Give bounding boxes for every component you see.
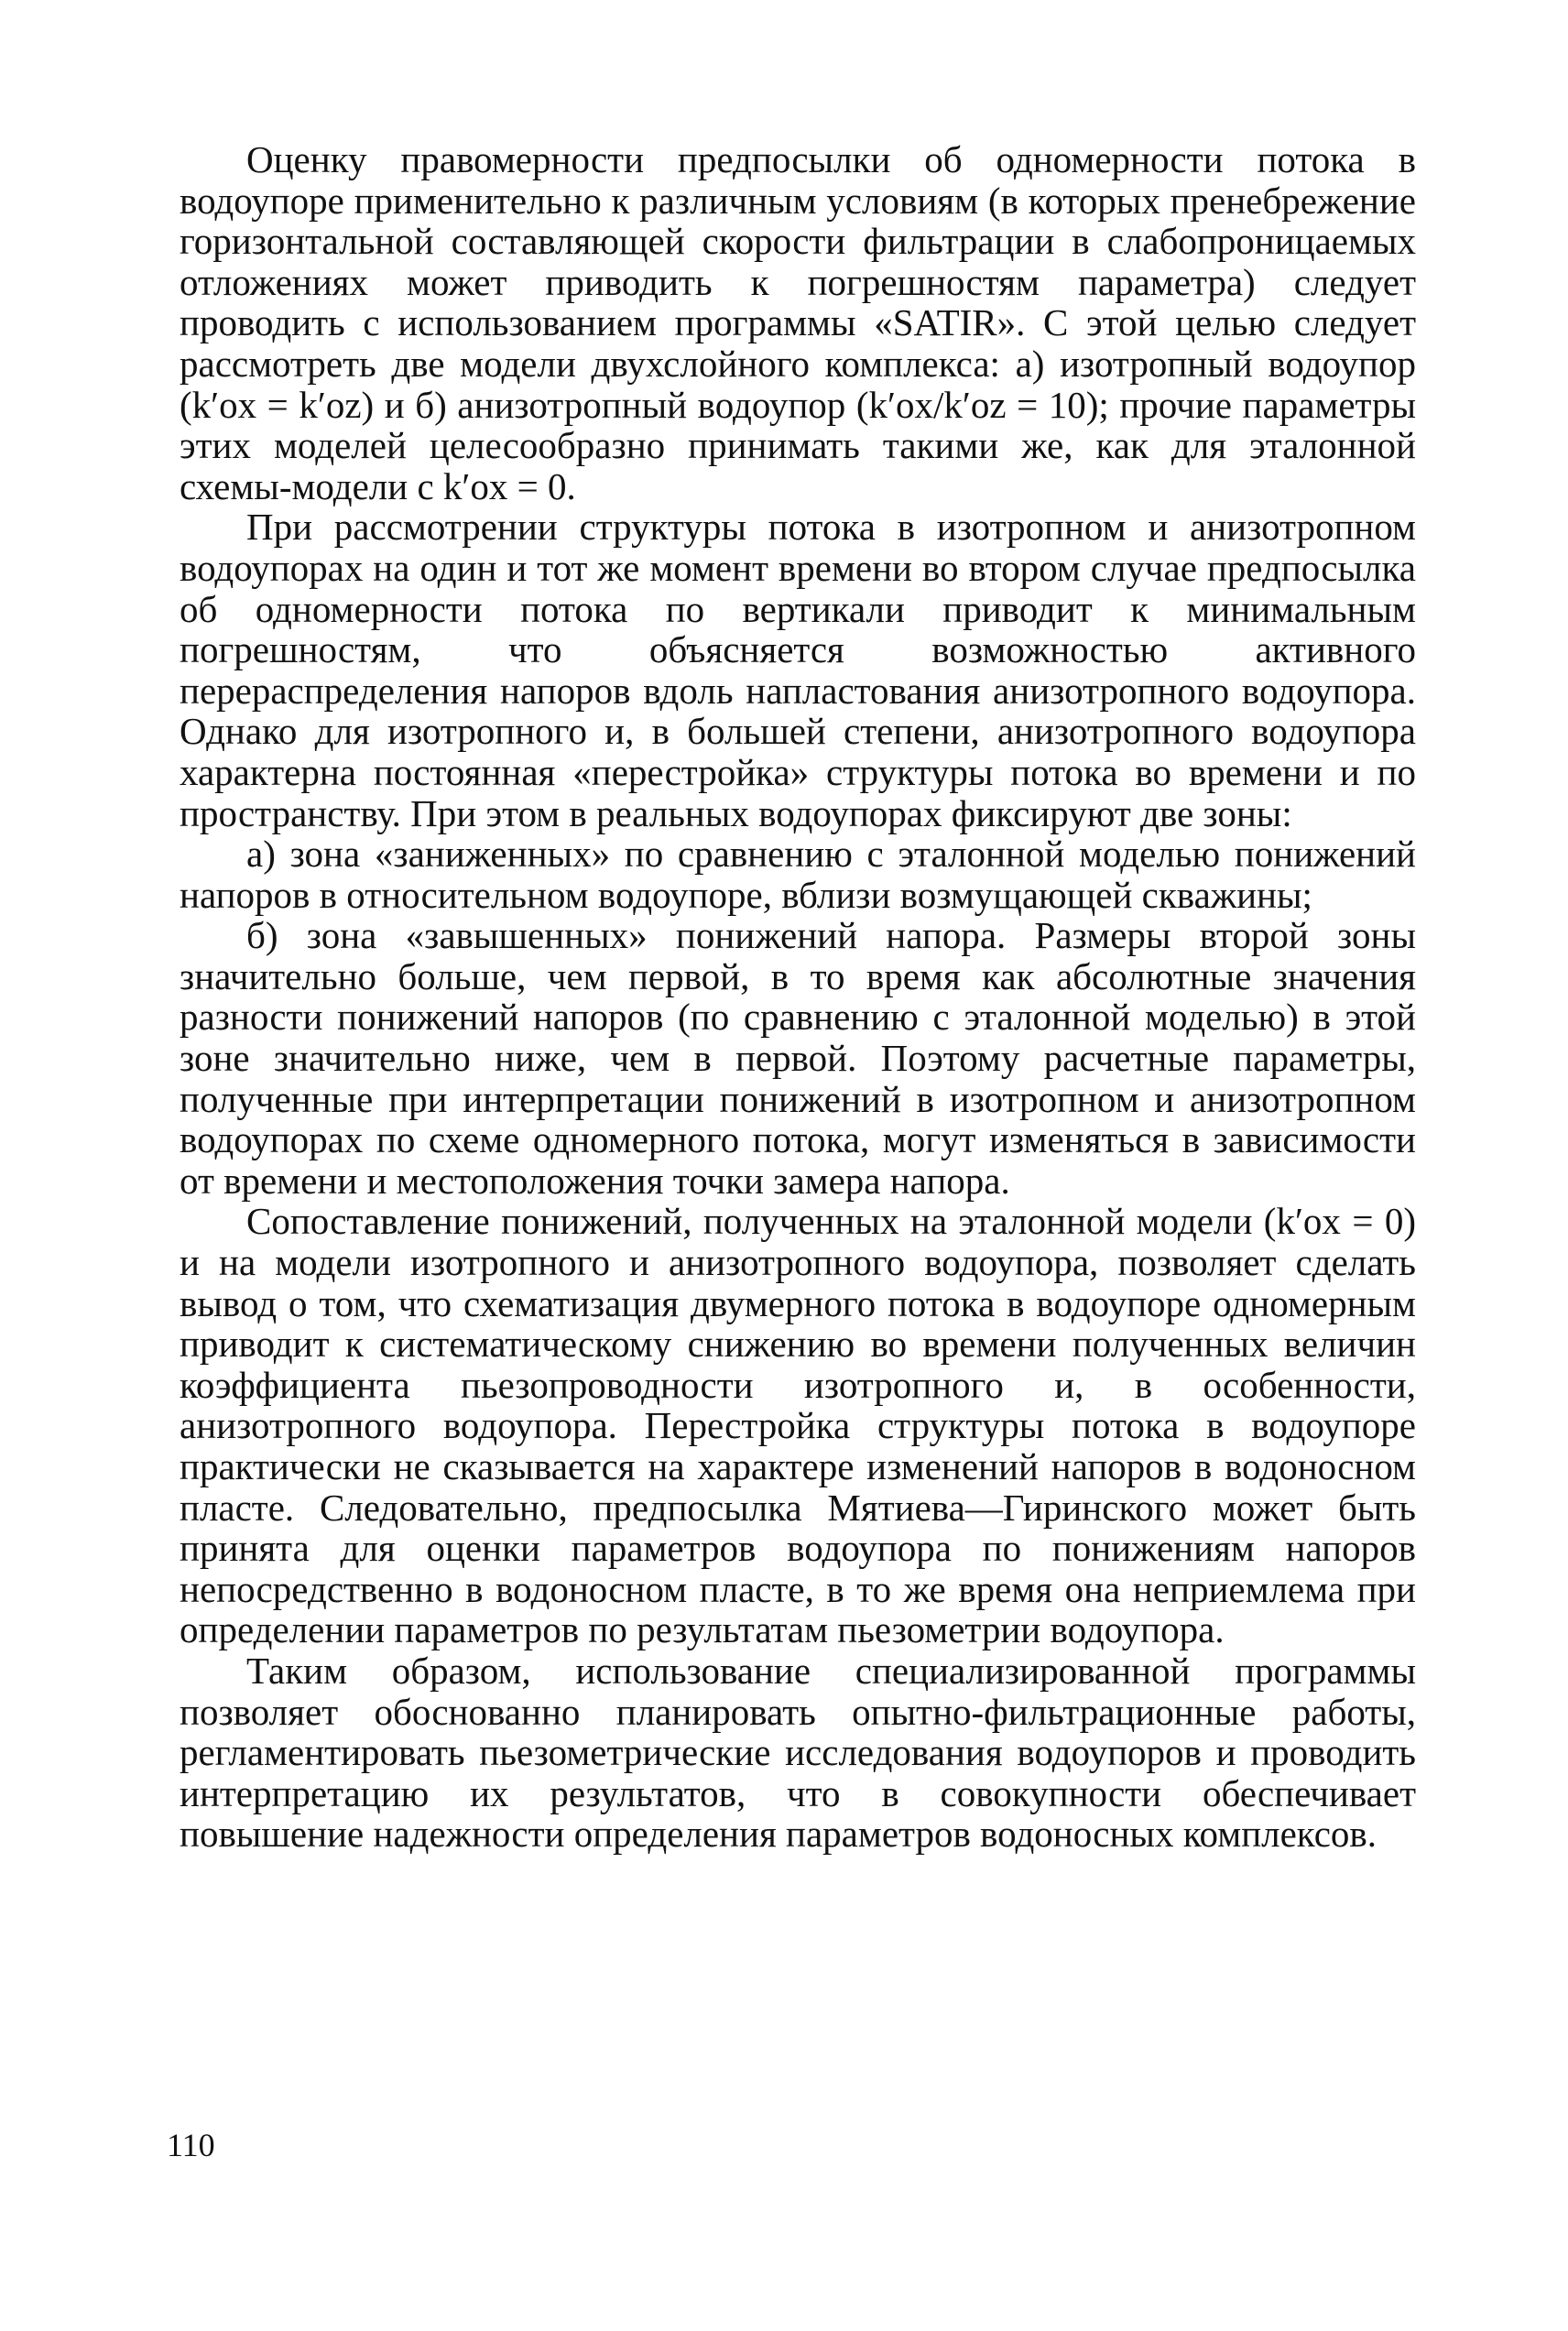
- paragraph-flow-structure: При рассмотрении структуры потока в изотропном и анизотропном водоупорах на один и тот же момент времени во втором случае предпосылка об одномерности потока по вертикали приводит к минимальным погрешностям, что объясняется возможностью активного перераспределения напоров вдоль напластования анизотропного водоупора. Однако для изотропного и, в большей степени, анизотропного водоупора характерна постоянная «перестройка» структуры потока во времени и по пространству. При этом в реальных водоупорах фиксируют две зоны:: [180, 506, 1416, 834]
- paragraph-comparison: Сопоставление понижений, полученных на эталонной модели (k′ox = 0) и на модели изотропного и анизотропного водоупора, позволяет сделать вывод о том, что схематизация двумерного потока в водоупоре одномерным приводит к систематическому снижению во времени полученных величин коэффициента пьезопроводности изотропного и, в особенности, анизотропного водоупора. Перестройка структуры потока в водоупоре практически не сказывается на характере изменений напоров в водоносном пласте. Следовательно, предпосылка Мятиева—Гиринского может быть принята для оценки параметров водоупора по понижениям напоров непосредственно в водоносном пласте, в то же время она неприемлема при определении параметров по результатам пьезометрии водоупора.: [180, 1200, 1416, 1651]
- page-number: 110: [167, 2127, 215, 2163]
- list-item-zone-b: б) зона «завышенных» понижений напора. Размеры второй зоны значительно больше, чем первой, в то время как абсолютные значения разности понижений напоров (по сравнению с эталонной моделью) в этой зоне значительно ниже, чем в первой. Поэтому расчетные параметры, полученные при интерпретации понижений в изотропном и анизотропном водоупорах по схеме одномерного потока, могут изменяться в зависимости от времени и местоположения точки замера напора.: [180, 914, 1416, 1202]
- list-item-zone-a: а) зона «заниженных» по сравнению с эталонной моделью понижений напоров в относительном водоупоре, вблизи возмущающей скважины;: [180, 833, 1416, 916]
- paragraph-satir-models: Оценку правомерности предпосылки об одномерности потока в водоупоре применительно к различным условиям (в которых пренебрежение горизонтальной составляющей скорости фильтрации в слабопроницаемых отложениях может приводить к погрешностям параметра) следует проводить с использованием программы «SATIR». С этой целью следует рассмотреть две модели двухслойного комплекса: а) изотропный водоупор (k′ox = k′oz) и б) анизотропный водоупор (k′ox/k′oz = 10); прочие параметры этих моделей целесообразно принимать такими же, как для эталонной схемы-модели с k′ox = 0.: [180, 138, 1416, 507]
- paragraph-conclusion: Таким образом, использование специализированной программы позволяет обоснованно планировать опытно-фильтрационные работы, регламентировать пьезометрические исследования водоупоров и проводить интерпретацию их результатов, что в совокупности обеспечивает повышение надежности определения параметров водоносных комплексов.: [180, 1649, 1416, 1856]
- body-text: [180, 139, 1416, 1855]
